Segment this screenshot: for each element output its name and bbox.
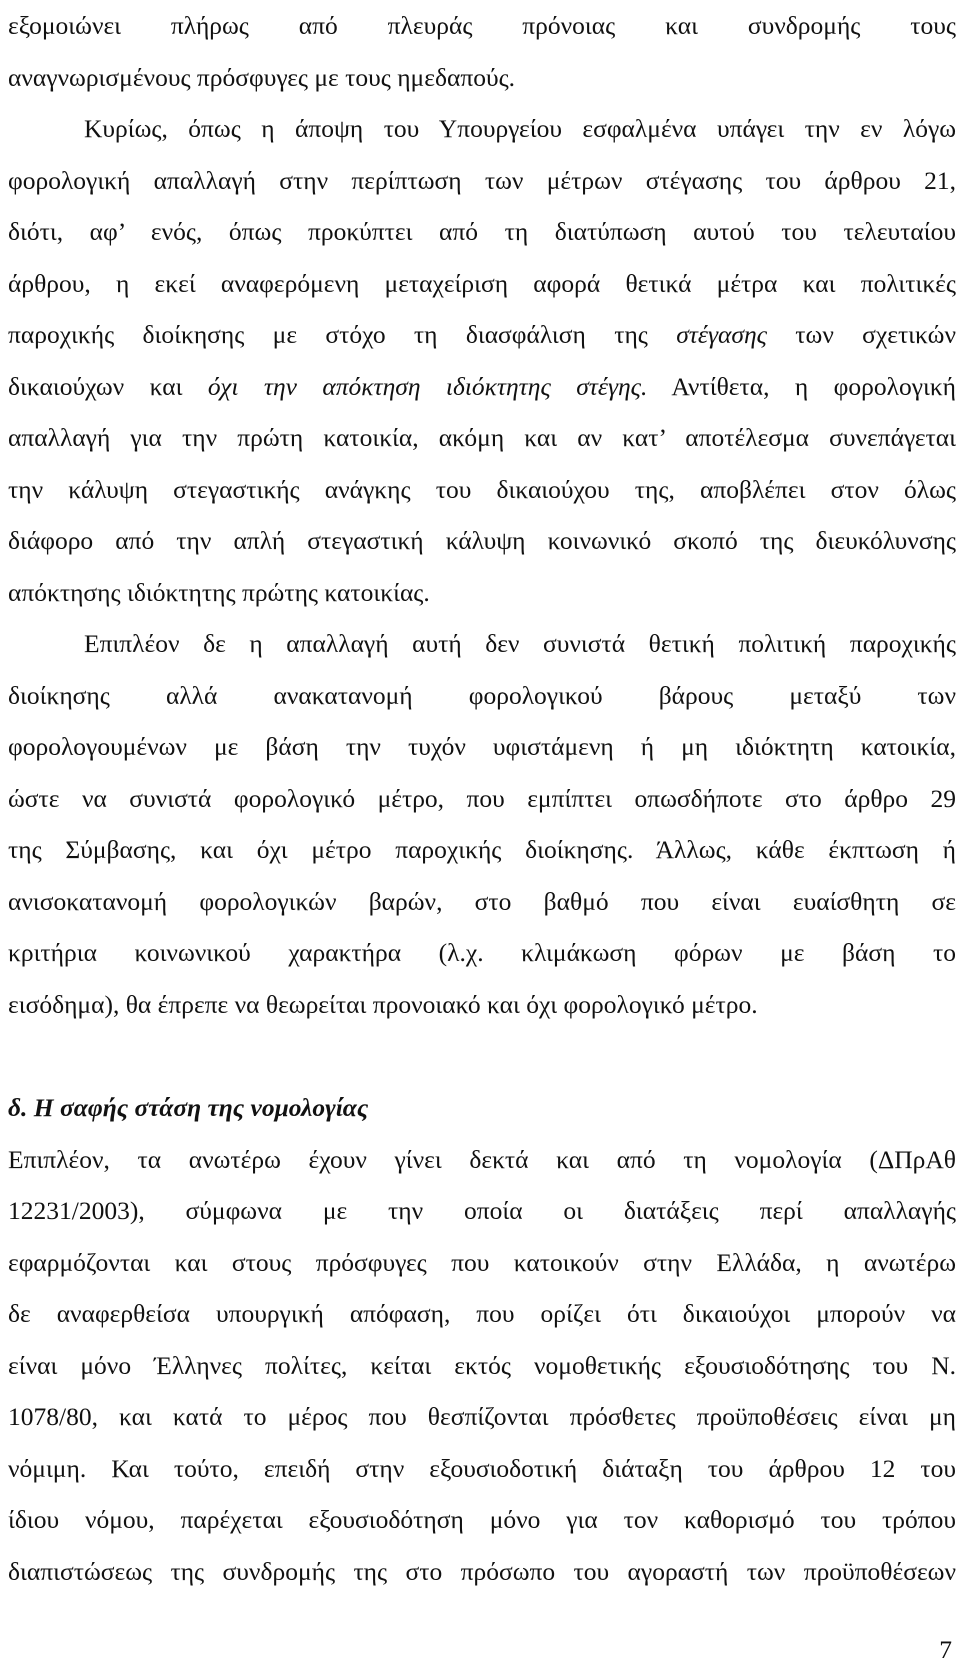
- text-line: ώστε να συνιστά φορολογικό μέτρο, που εμπίπτει οπωσδήποτε στο άρθρο 29: [8, 783, 956, 813]
- text-line: διάφορο από την απλή στεγαστική κάλυψη κοινωνικό σκοπό της διευκόλυνσης: [8, 526, 956, 555]
- text-segment: παροχικής διοίκησης με στόχο τη διασφάλιση της: [8, 320, 677, 349]
- text-line: [8, 361, 956, 413]
- text-line: Επιπλέον, τα ανωτέρω έχουν γίνει δεκτά και από τη νομολογία (ΔΠρΑθ: [8, 1144, 956, 1174]
- text-line: ίδιου νόμου, παρέχεται εξουσιοδότηση μόνο για τον καθορισμό του τρόπου: [8, 1505, 956, 1534]
- paragraph-3: [8, 618, 956, 1030]
- text-line: νόμιμη. Και τούτο, επειδή στην εξουσιοδοτική διάταξη του άρθρου 12 του: [8, 1453, 956, 1483]
- text-segment: δικαιούχων και: [8, 371, 208, 401]
- italic-emphasis: όχι την απόκτηση ιδιόκτητης στέγης.: [207, 371, 648, 401]
- text-line: φορολογική απαλλαγή στην περίπτωση των μέτρων στέγασης του άρθρου 21,: [8, 165, 956, 195]
- text-segment: των σχετικών: [766, 320, 956, 349]
- paragraph-2: [8, 103, 956, 618]
- text-line: απόκτησης ιδιόκτητης πρώτης κατοικίας.: [8, 577, 430, 607]
- text-line: φορολογουμένων με βάση την τυχόν υφιστάμενη ή μη ιδιόκτητη κατοικία,: [8, 732, 956, 761]
- text-line: 1078/80, και κατά το μέρος που θεσπίζονται πρόσθετες προϋποθέσεις είναι μη: [8, 1402, 956, 1431]
- text-line: άρθρου, η εκεί αναφερόμενη μεταχείριση αφορά θετικά μέτρα και πολιτικές: [8, 268, 956, 298]
- page-number: 7: [939, 1635, 952, 1664]
- text-line: εξομοιώνει πλήρως από πλευράς πρόνοιας και συνδρομής τους: [8, 11, 956, 40]
- section-heading: δ. Η σαφής στάση της νομολογίας: [8, 1093, 369, 1122]
- text-line: την κάλυψη στεγαστικής ανάγκης του δικαιούχου της, αποβλέπει στον όλως: [8, 474, 956, 504]
- text-segment: Αντίθετα, η φορολογική: [647, 371, 957, 401]
- text-line: διαπιστώσεως της συνδρομής της στο πρόσωπο του αγοραστή των προϋποθέσεων: [8, 1556, 956, 1586]
- text-line: κριτήρια κοινωνικού χαρακτήρα (λ.χ. κλιμάκωση φόρων με βάση το: [8, 938, 956, 967]
- text-line: εφαρμόζονται και στους πρόσφυγες που κατοικούν στην Ελλάδα, η ανωτέρω: [8, 1247, 956, 1277]
- paragraph-4: [8, 1134, 956, 1598]
- text-line: δε αναφερθείσα υπουργική απόφαση, που ορίζει ότι δικαιούχοι μπορούν να: [8, 1299, 956, 1328]
- text-line: ανισοκατανομή φορολογικών βαρών, στο βαθμό που είναι ευαίσθητη σε: [8, 886, 956, 916]
- text-line: απαλλαγή για την πρώτη κατοικία, ακόμη και αν κατ’ αποτέλεσμα συνεπάγεται: [8, 423, 956, 452]
- text-line: 12231/2003), σύμφωνα με την οποία οι διατάξεις περί απαλλαγής: [8, 1196, 956, 1225]
- text-line: Κυρίως, όπως η άποψη του Υπουργείου εσφαλμένα υπάγει την εν λόγω: [84, 114, 956, 143]
- text-line: της Σύμβασης, και όχι μέτρο παροχικής διοίκησης. Άλλως, κάθε έκπτωση ή: [8, 835, 956, 864]
- text-line: αναγνωρισμένους πρόσφυγες με τους ημεδαπούς.: [8, 62, 516, 92]
- text-line: Επιπλέον δε η απαλλαγή αυτή δεν συνιστά θετική πολιτική παροχικής: [84, 629, 956, 658]
- document-page: [8, 0, 956, 1597]
- paragraph-1: [8, 0, 956, 103]
- text-line: εισόδημα), θα έπρεπε να θεωρείται προνοιακό και όχι φορολογικό μέτρο.: [8, 989, 758, 1019]
- text-line: διότι, αφ’ ενός, όπως προκύπτει από τη διατύπωση αυτού του τελευταίου: [8, 217, 956, 246]
- italic-emphasis: στέγασης: [676, 320, 767, 349]
- section-spacer: [8, 1030, 956, 1082]
- text-line: διοίκησης αλλά ανακατανομή φορολογικού βάρους μεταξύ των: [8, 680, 956, 710]
- text-line: είναι μόνο Έλληνες πολίτες, κείται εκτός νομοθετικής εξουσιοδότησης του Ν.: [8, 1350, 956, 1380]
- text-line: [8, 309, 956, 361]
